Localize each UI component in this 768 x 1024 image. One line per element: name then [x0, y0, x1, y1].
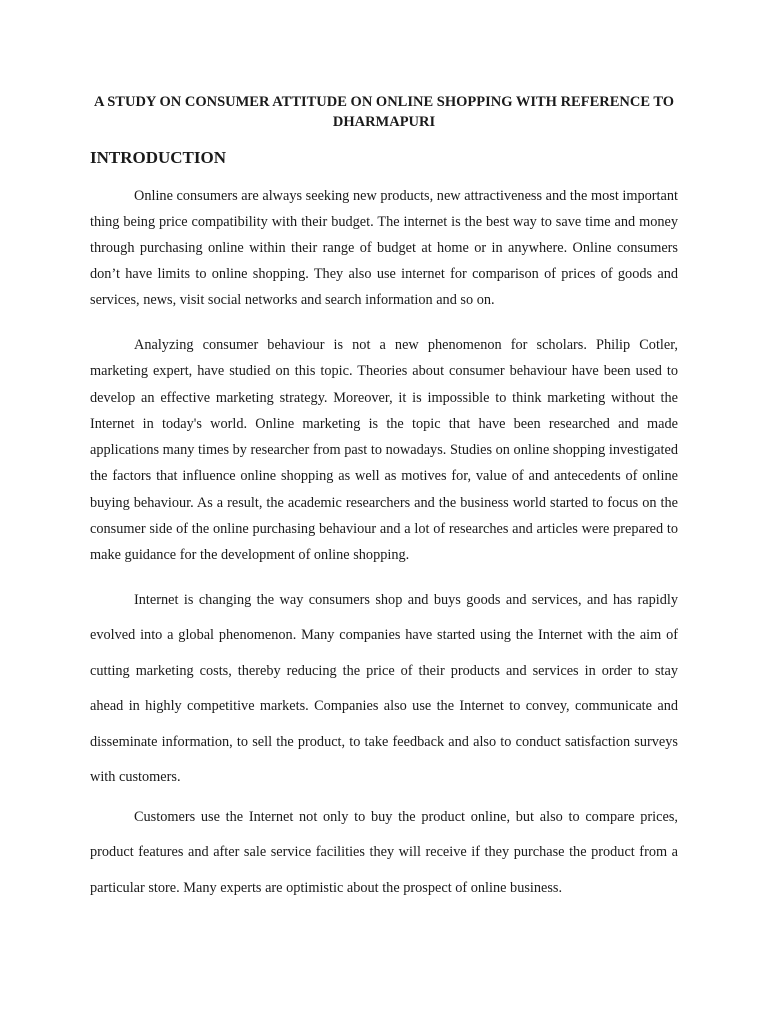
paragraph-1: Online consumers are always seeking new products, new attractiveness and the most important thing being price compatibility with their budget. The internet is the best way to save time and money through purchasing online within their range of budget at home or in anywhere. Online consumers don’t have limits to online shopping. They also use internet for comparison of prices of goods and services, news, visit social networks and search information and so on.	[90, 188, 678, 308]
paragraph-2: Analyzing consumer behaviour is not a new phenomenon for scholars. Philip Cotler, marketing expert, have studied on this topic. Theories about consumer behaviour have been used to develop an effective marketing strategy. Moreover, it is impossible to think marketing without the Internet in today's world. Online marketing is the topic that have been researched and made applications many times by researcher from past to nowadays. Studies on online shopping investigated the factors that influence online shopping as well as motives for, value of and antecedents of online buying behaviour. As a result, the academic researchers and the business world started to focus on the consumer side of the online purchasing behaviour and a lot of researches and articles were prepared to make guidance for the development of online shopping.	[90, 337, 678, 564]
section-heading-introduction: INTRODUCTION	[90, 148, 227, 167]
paragraph-4: Customers use the Internet not only to buy the product online, but also to compare prices, product features and after sale service facilities they will receive if they purchase the product from a particular store. Many experts are optimistic about the prospect of online business.	[90, 808, 678, 896]
paragraph-3: Internet is changing the way consumers shop and buys goods and services, and has rapidly evolved into a global phenomenon. Many companies have started using the Internet with the aim of cutting marketing costs, thereby reducing the price of their products and services in order to stay ahead in highly competitive markets. Companies also use the Internet to convey, communicate and disseminate information, to sell the product, to take feedback and also to conduct satisfaction surveys with customers.	[90, 591, 678, 786]
document-title: A STUDY ON CONSUMER ATTITUDE ON ONLINE SHOPPING WITH REFERENCE TO DHARMAPURI	[93, 94, 675, 130]
document-page	[90, 92, 678, 906]
